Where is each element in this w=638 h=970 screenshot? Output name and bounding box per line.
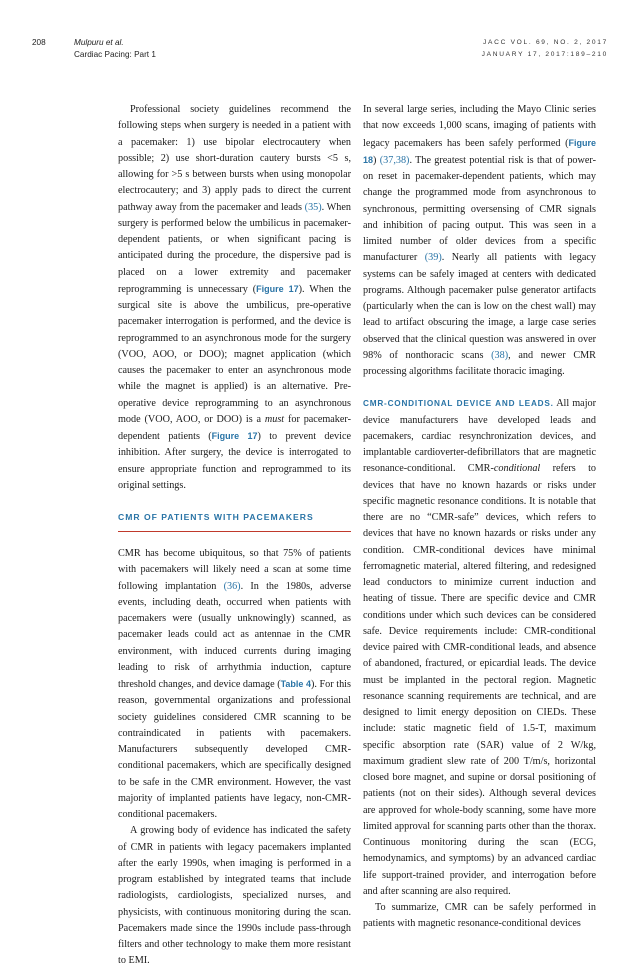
- paragraph-summary: To summarize, CMR can be safely performed in patients with magnetic resonance-conditional devices: [363, 902, 596, 930]
- citation-link[interactable]: (36): [223, 580, 241, 592]
- paragraph-legacy-evidence: A growing body of evidence has indicated the safety of CMR in patients with legacy pacemakers implanted after the early 1990s, when imaging is performed in a program established by integrated teams that include radiologists, cardiologists, specialized nurses, and physicists, with continuous monitoring during the scan. Pacemakers made since the 1990s include pass-through filters and other technology to make them more resistant to EMI.: [118, 825, 351, 967]
- paragraph-cmr-ubiquitous: CMR has become ubiquitous, so that 75% of patients with pacemakers will likely need a scan at some time following implantation (36). In the 1980s, adverse events, including death, occurred when patients with pacemakers were (usually unknowingly) scanned, as pacemaker leads could act as antennae in the CMR environment, with induced currents during imaging leading to risk of arrhythmia induction, capture threshold changes, and device damage (Table 4). For this reason, governmental organizations and professional society guidelines considered CMR scanning to be contraindicated in patients with pacemakers. Manufacturers subsequently developed CMR-conditional pacemakers, which are specifically designed to be safe in the CMR environment. However, the vast majority of implanted patients have legacy, non-CMR-conditional pacemakers.: [118, 548, 351, 820]
- paragraph-large-series: In several large series, including the Mayo Clinic series that now exceeds 1,000 scans, imaging of patients with legacy pacemakers has been safely performed (Figure 18) (37,38). The greatest potential risk is that of power-on reset in pacemaker-dependent patients, which may change the programmed mode from asynchronous to synchronous, permitting oversensing of CMR signals and inhibition of pacing output. This was seen in a limited number of older devices from a specific manufacturer (39). Nearly all patients with legacy systems can be safely imaged at centers with dedicated programs. Although pacemaker pulse generator artifacts (particularly when the can is low on the chest wall) may lead to artifact obscuring the image, a large case series observed that the clinical question was answered in over 98% of nonthoracic scans (38), and newer CMR processing algorithms facilitate thoracic imaging.: [363, 104, 596, 377]
- citation-link[interactable]: (38): [491, 349, 509, 361]
- journal-volume-line: JACC VOL. 69, NO. 2, 2017: [483, 39, 608, 46]
- page-number: 208: [32, 38, 46, 47]
- section-heading: CMR OF PATIENTS WITH PACEMAKERS: [118, 510, 351, 532]
- figure-17-link[interactable]: Figure 17: [211, 431, 258, 441]
- running-header-right: [482, 37, 608, 61]
- left-text-column: [118, 102, 351, 970]
- run-in-heading: CMR-CONDITIONAL DEVICE AND LEADS.: [363, 399, 554, 409]
- paragraph-cmr-conditional: CMR-CONDITIONAL DEVICE AND LEADS. All major device manufacturers have developed leads and pacemakers, cardiac resynchronization devices, and implantable cardioverter-defibrillators that are magnetic resonance-conditional. CMR-conditional refers to devices that have no known hazards or risks under specific magnetic resonance conditions. It is notable that there are no “CMR-safe” devices, which refers to devices that have no known hazards or risks under any condition. CMR-conditional devices have minimal ferromagnetic material, altered filtering, and redesigned lead conductors to minimize current induction and heating of tissue. There are specific device and CMR conditions under which such devices can be considered safe. Device requirements include: CMR-conditional device paired with CMR-conditional leads, and absence of abandoned, fractured, or epicardial leads. The device must be implanted in the pectoral region. Magnetic resonance scanning requirements are technical, and are designed to limit energy deposition on CIEDs. These include: static magnetic field of 1.5-T, maximum specific absorption rate (SAR) value of 2 W/kg, maximum gradient slew rate of 200 T/m/s, horizontal closed bore magnet, and supine or dorsal positioning of patients (not on their sides). Although several devices are approved for whole-body scanning, some have more limited approval for scanning parts other than the thorax. Continuous monitoring during the scan (ECG, hemodynamics, and symptoms) by an advanced cardiac life support-trained provider, and interrogation before and after scanning are also required.: [363, 398, 597, 897]
- citation-link[interactable]: (35): [304, 201, 322, 213]
- citation-link[interactable]: (39): [424, 252, 442, 264]
- running-short-title: Cardiac Pacing: Part 1: [74, 50, 156, 59]
- paragraph-surgery-guidelines: Professional society guidelines recommend the following steps when surgery is needed in a patient with a pacemaker: 1) use bipolar electrocautery when possible; 2) use short-duration cautery bursts <5 s, allowing for >5 s between bursts when using monopolar electrocautery; and 3) apply pads to direct the current pathway away from the pacemaker and leads (35). When surgery is performed below the umbilicus in pacemaker-dependent patients, or when significant pacing is anticipated during the procedure, the dispersive pad is placed on a lower extremity and pacemaker reprogramming is unnecessary (Figure 17). When the surgical site is above the umbilicus, pre-operative pacemaker interrogation is performed, and the device is reprogrammed to an asynchronous mode for the surgery (VOO, AOO, or DOO); magnet application (which causes the pacemaker to enter an asynchronous mode while the magnet is applied) is an alternative. Pre-operative device reprogramming to an asynchronous mode (VOO, AOO, or DOO) is a must for pacemaker-dependent patients (Figure 17) to prevent device inhibition. After surgery, the device is interrogated to ensure appropriate function and reprogrammed to its original settings.: [118, 104, 352, 491]
- figure-17-link[interactable]: Figure 17: [256, 283, 299, 294]
- figure-18-link[interactable]: Figure 18: [363, 137, 596, 165]
- table-4-link[interactable]: Table 4: [280, 679, 311, 689]
- journal-date-line: JANUARY 17, 2017:189–210: [481, 51, 608, 58]
- right-text-column: [363, 102, 596, 933]
- citation-link[interactable]: (37,38): [379, 154, 410, 166]
- running-authors: Mulpuru et al.: [74, 38, 124, 47]
- paragraph-gap: [363, 380, 596, 396]
